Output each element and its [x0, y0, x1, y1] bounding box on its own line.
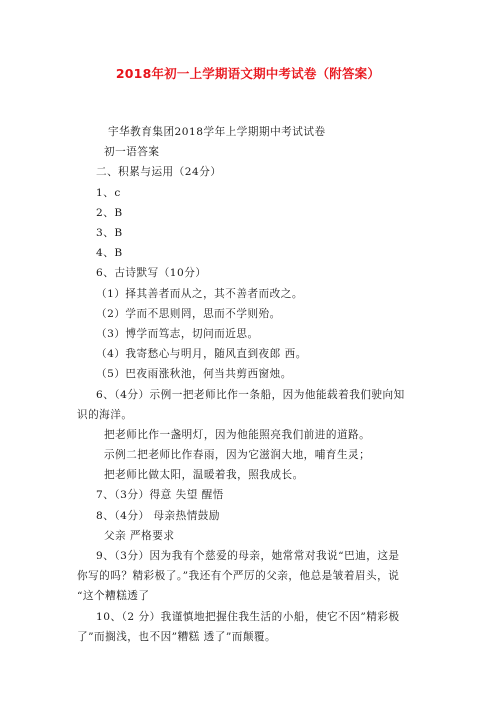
text-line: 3、B	[96, 227, 123, 239]
text-line: （3）博学而笃志，切问而近思。	[96, 328, 259, 340]
text-line: “这个糟糕透了	[77, 590, 150, 602]
text-line: 了”而搁浅，也不因”糟糕 透了”而颠覆。	[77, 631, 277, 643]
text-line: 宇华教育集团2018学年上学期期中考试试卷	[108, 126, 326, 138]
text-line: 10、（2 分）我谨慎地把握住我生活的小船，使它不因”精彩极	[96, 611, 400, 623]
text-line: 初一语答案	[104, 146, 160, 158]
text-line: 7、（3分）得意 失望 醒悟	[96, 489, 224, 501]
text-line: 父亲 严格要求	[104, 530, 175, 542]
text-line: （2）学而不思则罔，思而不学则殆。	[96, 308, 281, 320]
text-line: 把老师比做太阳，温暖着我，照我成长。	[104, 469, 304, 481]
text-line: 你写的吗？精彩极了。”我还有个严厉的父亲，他总是皱着眉头，说	[77, 570, 400, 582]
text-line: 识的海洋。	[77, 409, 133, 421]
text-line: 6、（4分）示例一把老师比作一条船，因为他能载着我们驶向知	[96, 389, 405, 401]
text-line: 示例二把老师比作春雨，因为它滋润大地，哺育生灵；	[104, 449, 371, 461]
text-line: 4、B	[96, 247, 123, 259]
text-line: 8、（4分） 母亲热情鼓励	[96, 510, 220, 522]
text-line: 1、c	[96, 187, 121, 199]
text-line: 二、积累与运用（24分）	[96, 166, 222, 178]
text-line: （4）我寄愁心与明月，随风直到夜郎 西。	[96, 348, 307, 360]
text-line: （5）巴夜雨涨秋池，何当共剪西窗烛。	[96, 368, 292, 380]
text-line: 9、（3分）因为我有个慈爱的母亲，她常常对我说“巴迪，这是	[96, 550, 400, 562]
text-line: 2、B	[96, 207, 123, 219]
text-line: （1）择其善者而从之，其不善者而改之。	[96, 288, 303, 300]
document-title: 2018年初一上学期语文期中考试卷（附答案）	[115, 66, 381, 81]
text-line: 6、古诗默写（10分）	[96, 267, 207, 279]
text-line: 把老师比作一盏明灯，因为他能照亮我们前进的道路。	[104, 429, 371, 441]
